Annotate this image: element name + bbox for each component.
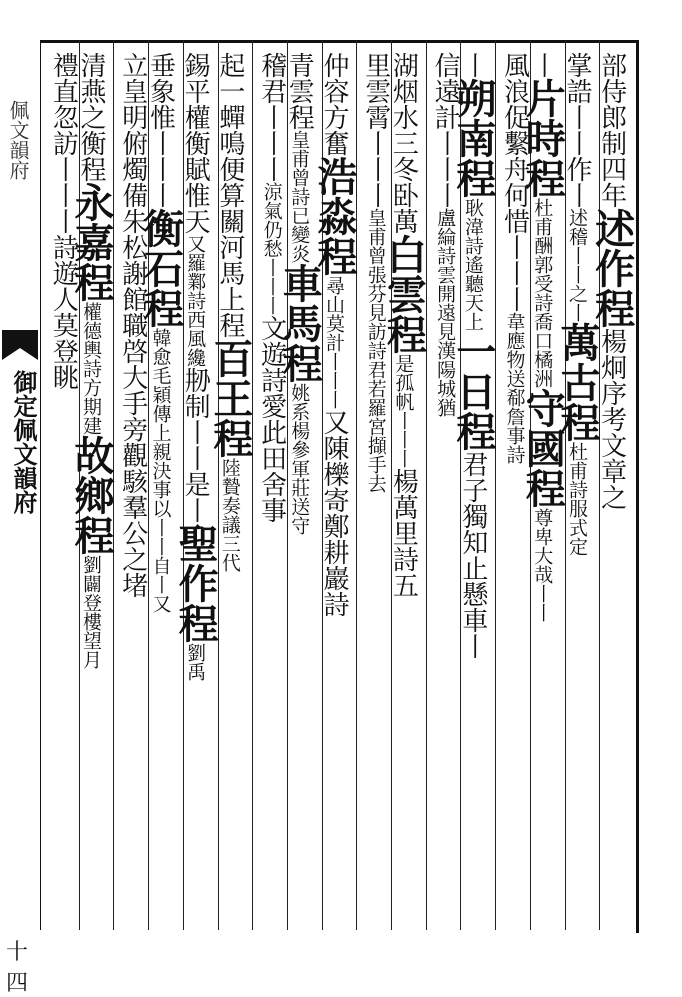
text-column bbox=[116, 52, 146, 598]
page-gutter bbox=[0, 40, 41, 996]
entry-text: 丨 bbox=[457, 52, 488, 78]
entry-text: 是孤帆丨丨丨 bbox=[392, 354, 415, 468]
entry-heading: 白雲程 bbox=[380, 234, 428, 354]
entry-text: 劉禹 bbox=[184, 643, 207, 681]
text-column bbox=[588, 52, 636, 510]
text-column bbox=[359, 52, 389, 493]
entry-text: 劉闢登樓望月 bbox=[80, 555, 103, 669]
entry-text: 風浪促繫舟何惜丨丨丨 bbox=[499, 52, 530, 312]
entry-text: 青雲程 bbox=[284, 52, 315, 130]
entry-heading: 衡石程 bbox=[137, 208, 185, 328]
entry-text: 杜甫酬郭受詩喬口橘洲 bbox=[531, 198, 554, 388]
entry-text: 朱松謝館職啓大手旁觀駭羣公之堵 bbox=[117, 208, 148, 598]
entry-text: 立皇明俯燭備 bbox=[117, 52, 148, 208]
entry-text: 丨 bbox=[527, 52, 558, 78]
entry-heading: 車馬程 bbox=[276, 263, 324, 383]
text-column bbox=[68, 52, 116, 669]
entry-heading: 萬古程 bbox=[553, 322, 601, 442]
entry-text: 韓愈毛穎傳上親決事以丨丨自丨又 bbox=[149, 328, 172, 613]
text-column bbox=[449, 52, 497, 659]
entry-text: 湖烟水三冬卧萬 bbox=[388, 52, 419, 234]
entry-text: 君子獨知止懸車丨 bbox=[457, 451, 488, 659]
entry-text: 垂象惟丨丨丨 bbox=[145, 52, 176, 208]
page-number: 十四 bbox=[6, 940, 29, 996]
entry-text: 信遠計丨丨丨 bbox=[430, 52, 461, 208]
entry-text: 刱制丨丨是丨 bbox=[180, 367, 211, 523]
entry-heading: 片時程 bbox=[519, 78, 567, 198]
text-column bbox=[380, 52, 428, 598]
entry-text: 皇甫曾詩已變炎 bbox=[288, 130, 311, 263]
text-column bbox=[206, 52, 254, 572]
entry-text: 又陳櫟寄鄭耕巖詩 bbox=[319, 409, 349, 617]
entry-text: 涼氣仍愁丨丨丨 bbox=[260, 182, 283, 315]
entry-text: 權德輿詩方期建 bbox=[80, 302, 103, 435]
entry-heading: 述作程 bbox=[588, 208, 636, 328]
entry-text: 耿湋詩遙聽天上 bbox=[461, 198, 484, 331]
entry-heading: 百王程 bbox=[206, 338, 254, 458]
entry-text: 部侍郎制四年 bbox=[596, 52, 627, 208]
entry-heading: 聖作程 bbox=[172, 523, 220, 643]
fishtail-ornament bbox=[2, 330, 38, 360]
text-column bbox=[276, 52, 324, 535]
entry-text: 楊萬里詩五 bbox=[388, 468, 419, 598]
column-rule bbox=[252, 40, 253, 930]
column-rule bbox=[426, 40, 427, 930]
entry-text: 皇甫曾張芬見訪詩君若羅宮擷手去 bbox=[364, 208, 387, 493]
entry-text: 稽君丨丨丨 bbox=[256, 52, 287, 182]
entry-text: 杜甫詩服式定 bbox=[565, 442, 588, 556]
entry-heading: 朔南程 bbox=[449, 78, 497, 198]
entry-heading: 浩淼程 bbox=[311, 156, 358, 276]
entry-text: 禮直忽訪丨丨丨 bbox=[48, 52, 79, 234]
text-column bbox=[553, 52, 601, 556]
entry-text: 盧綸詩雲開遠見漢陽城猶 bbox=[434, 208, 457, 417]
text-column bbox=[311, 52, 358, 617]
gutter-header-text: 佩文韻府 bbox=[6, 100, 30, 180]
entry-heading: 一日程 bbox=[449, 331, 497, 451]
entry-text: 楊炯序考文章之 bbox=[596, 328, 627, 510]
entry-heading: 守國程 bbox=[519, 388, 567, 508]
entry-text: 文遊詩愛此田舍事 bbox=[256, 315, 287, 523]
entry-heading: 故鄉程 bbox=[68, 435, 116, 555]
entry-text: 韋應物送郗詹事詩 bbox=[503, 312, 526, 464]
entry-text: 詩遊人莫登眺 bbox=[48, 234, 79, 390]
entry-heading: 永嘉程 bbox=[68, 182, 116, 302]
text-column bbox=[172, 52, 220, 681]
entry-text: 姚系楊參軍莊送守 bbox=[288, 383, 311, 535]
entry-text: 起一蟬鳴便算關河馬上程 bbox=[214, 52, 245, 338]
entry-text: 錫平權衡賦惟天 bbox=[180, 52, 211, 234]
entry-text: 尊卑大哉丨丨 bbox=[531, 508, 554, 622]
entry-text: 里雲霄丨丨丨 bbox=[360, 52, 391, 208]
entry-text: 仲容方奮 bbox=[319, 52, 349, 156]
text-column bbox=[46, 52, 79, 390]
text-column bbox=[498, 52, 528, 464]
text-column bbox=[137, 52, 185, 613]
text-column bbox=[519, 52, 567, 622]
entry-text: 陸贄奏議三代 bbox=[218, 458, 241, 572]
text-column bbox=[428, 52, 461, 417]
entry-text: 尋山莫計丨丨丨 bbox=[323, 276, 345, 409]
entry-text: 清燕之衡程 bbox=[76, 52, 107, 182]
entry-text: 述稽丨丨之丨 bbox=[565, 208, 588, 322]
book-title: 御定佩文韻府 bbox=[9, 370, 38, 514]
text-column bbox=[255, 52, 285, 523]
entry-text: 又羅鄴詩西風纔 bbox=[184, 234, 207, 367]
entry-text: 掌誥丨丨作丨 bbox=[561, 52, 592, 208]
